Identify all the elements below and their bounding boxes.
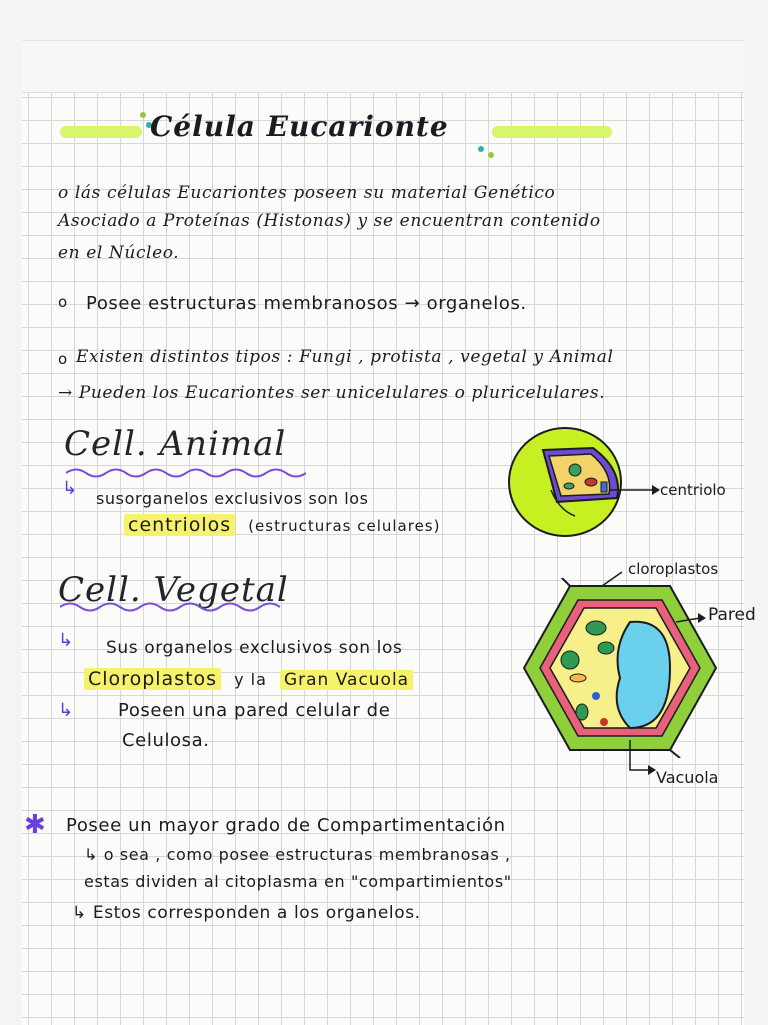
leader-arrow bbox=[610, 480, 660, 500]
arrow-icon: ↳ bbox=[62, 478, 78, 499]
wavy-underline bbox=[66, 466, 306, 480]
highlight-gran-vacuola: Gran Vacuola bbox=[280, 670, 413, 690]
bullet-tipos-sub: → Pueden los Eucariontes ser unicelulares o pluricelulares. bbox=[58, 383, 606, 403]
heading-cell-animal: Cell. Animal bbox=[64, 424, 287, 464]
label-pared: Pared bbox=[708, 605, 756, 625]
arrow-icon: ↳ bbox=[58, 630, 74, 651]
heading-cell-vegetal: Cell. Vegetal bbox=[58, 570, 289, 610]
summary-line-3: estas dividen al citoplasma en "compartimientos" bbox=[84, 872, 512, 891]
asterisk-icon: ✱ bbox=[24, 810, 46, 840]
decor-dot bbox=[478, 146, 484, 152]
bullet-marker: o bbox=[58, 293, 68, 311]
vegetal-line-2 bbox=[84, 668, 413, 690]
summary-line-1: Posee un mayor grado de Compartimentación bbox=[66, 815, 506, 836]
vegetal-line-1: Sus organelos exclusivos son los bbox=[106, 638, 403, 658]
bullet-organelos: Posee estructuras membranosos → organelos. bbox=[86, 293, 527, 314]
plant-cell-diagram bbox=[520, 578, 720, 758]
summary-line-4: ↳ Estos corresponden a los organelos. bbox=[72, 903, 421, 923]
animal-line-2 bbox=[124, 514, 440, 536]
intro-line-2: Asociado a Proteínas (Histonas) y se encuentran contenido bbox=[58, 211, 601, 231]
title-highlight-right bbox=[492, 126, 612, 138]
label-cloroplastos: cloroplastos bbox=[628, 560, 719, 578]
intro-line-1: o lás células Eucariontes poseen su material Genético bbox=[58, 183, 556, 203]
highlight-cloroplastos: Cloroplastos bbox=[84, 668, 221, 690]
leader-arrow bbox=[676, 610, 706, 630]
leader-arrow bbox=[600, 568, 630, 588]
decor-dot bbox=[488, 152, 494, 158]
page-title: Célula Eucarionte bbox=[150, 110, 449, 143]
animal-line-1: susorganelos exclusivos son los bbox=[96, 489, 369, 508]
arrow-icon: ↳ bbox=[58, 700, 74, 721]
notebook-top-margin bbox=[22, 40, 744, 93]
title-highlight-left bbox=[60, 126, 142, 138]
vegetal-connector: y la bbox=[234, 670, 267, 689]
summary-line-2: ↳ o sea , como posee estructuras membranosas , bbox=[84, 845, 511, 864]
animal-line-2-rest: (estructuras celulares) bbox=[248, 517, 441, 535]
bullet-tipos: Existen distintos tipos : Fungi , protista , vegetal y Animal bbox=[76, 347, 614, 367]
wavy-underline bbox=[60, 600, 290, 614]
intro-line-3: en el Núcleo. bbox=[58, 243, 180, 263]
label-centriolo: centriolo bbox=[660, 481, 726, 499]
vegetal-line-3: Poseen una pared celular de bbox=[118, 700, 391, 721]
vegetal-line-4: Celulosa. bbox=[122, 730, 210, 751]
highlight-centriolos: centriolos bbox=[124, 514, 235, 536]
decor-dot bbox=[140, 112, 146, 118]
label-vacuola: Vacuola bbox=[656, 768, 719, 787]
bullet-marker: o bbox=[58, 350, 68, 368]
